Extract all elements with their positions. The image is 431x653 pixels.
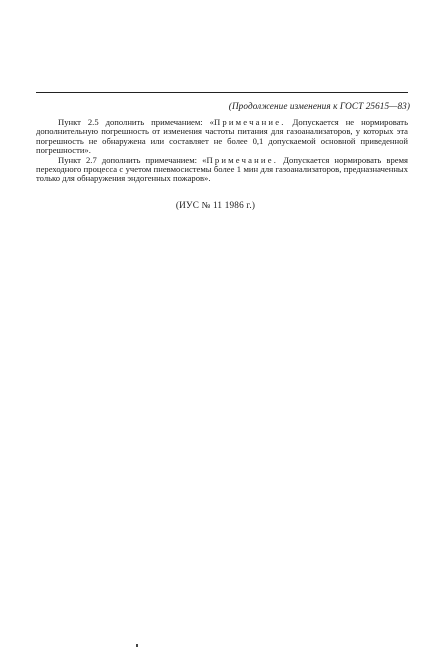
note-label: Примечание. xyxy=(213,117,286,127)
paragraph-suffix: Допускается не нормировать дополнительную погрешность от изменения частоты питания для газоанализаторов, у которых эта погрешность не обнаружена или составляет не более 0,1 допускаемой основной приведенной погрешности». xyxy=(36,117,408,156)
scan-speck xyxy=(136,644,138,647)
header-rule xyxy=(36,92,408,93)
source-reference: (ИУС № 11 1986 г.) xyxy=(175,200,256,210)
continuation-header: (Продолжение изменения к ГОСТ 25615—83) xyxy=(228,101,410,111)
paragraph-suffix: Допускается нормировать время переходного процесса с учетом пневмосистемы более 1 мин для газоанализаторов, предназначенных только для обнаружения эндогенных пожаров». xyxy=(36,154,408,184)
amendment-text xyxy=(36,118,408,184)
paragraph-prefix: Пункт 2.7 дополнить примечанием: « xyxy=(58,154,207,165)
paragraph-item-2-7 xyxy=(36,156,408,184)
paragraph-item-2-5 xyxy=(36,118,408,156)
paragraph-prefix: Пункт 2.5 дополнить примечанием: « xyxy=(58,117,214,127)
note-label: Примечание. xyxy=(206,154,279,165)
